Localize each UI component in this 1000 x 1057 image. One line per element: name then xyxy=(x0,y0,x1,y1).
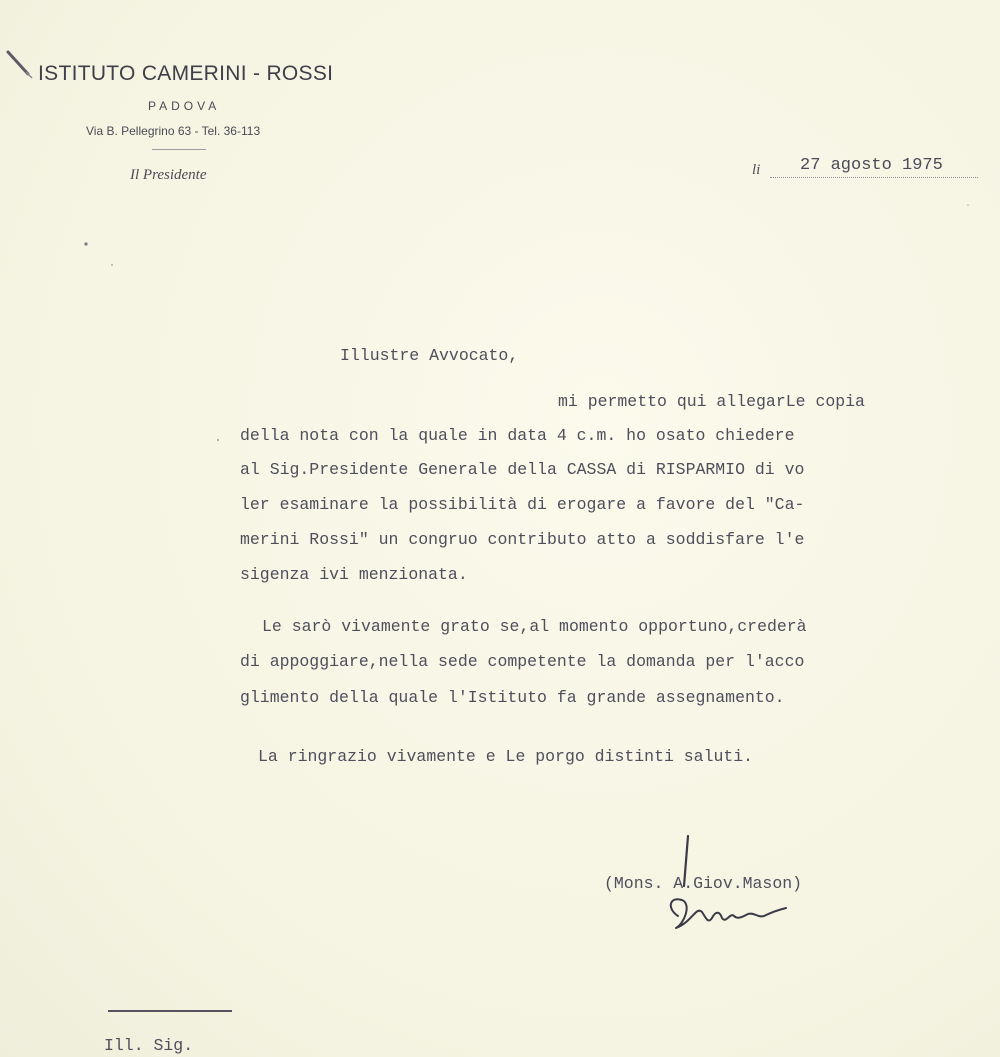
pencil-mark-icon xyxy=(4,48,38,82)
date-prefix: li xyxy=(752,162,761,178)
institute-name: ISTITUTO CAMERINI - ROSSI xyxy=(38,62,334,85)
signer-name: (Mons. A.Giov.Mason) xyxy=(604,874,803,893)
institute-city: PADOVA xyxy=(148,99,221,113)
letterhead-divider xyxy=(152,149,206,150)
addressee: Ill. Sig. xyxy=(104,1036,194,1055)
institute-address: Via B. Pellegrino 63 - Tel. 36-113 xyxy=(86,124,261,138)
body-line: Le sarò vivamente grato se,al momento opportuno,crederà xyxy=(262,617,807,636)
letter-date: 27 agosto 1975 xyxy=(800,156,943,175)
salutation: Illustre Avvocato, xyxy=(340,346,519,365)
office-title: Il Presidente xyxy=(130,167,207,183)
body-line: merini Rossi" un congruo contributo atto a soddisfare l'e xyxy=(240,530,805,549)
body-line: mi permetto qui allegarLe copia xyxy=(558,392,865,411)
body-line: glimento della quale l'Istituto fa grande assegnamento. xyxy=(240,688,785,707)
body-line: della nota con la quale in data 4 c.m. ho osato chiedere xyxy=(240,426,795,445)
body-line: sigenza ivi menzionata. xyxy=(240,565,468,584)
body-line: ler esaminare la possibilità di erogare a favore del "Ca- xyxy=(240,495,805,514)
date-dotted-line xyxy=(770,177,978,178)
closing-line: La ringrazio vivamente e Le porgo distinti saluti. xyxy=(258,747,754,766)
body-line: di appoggiare,nella sede competente la domanda per l'acco xyxy=(240,652,805,671)
addressee-rule xyxy=(108,1010,232,1012)
handwritten-signature xyxy=(640,832,810,942)
body-line: al Sig.Presidente Generale della CASSA di RISPARMIO di vo xyxy=(240,460,805,479)
